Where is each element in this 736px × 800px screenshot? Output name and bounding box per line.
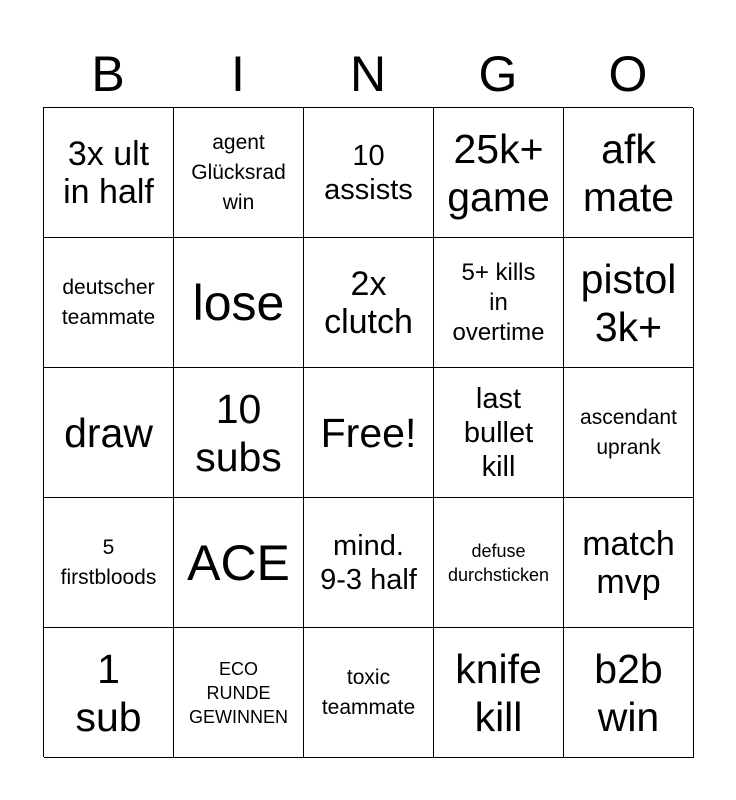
bingo-cell[interactable] bbox=[44, 238, 174, 368]
bingo-cell[interactable] bbox=[434, 628, 564, 758]
cell-line: match bbox=[582, 524, 675, 563]
cell-line: teammate bbox=[321, 695, 416, 719]
cell-line: teammate bbox=[61, 305, 156, 329]
header-letter-i: I bbox=[231, 46, 245, 102]
bingo-cell[interactable] bbox=[174, 628, 304, 758]
bingo-cell[interactable] bbox=[564, 238, 694, 368]
bingo-cell[interactable] bbox=[174, 368, 304, 498]
cell-line: kill bbox=[481, 450, 516, 483]
cell-line: game bbox=[447, 173, 550, 220]
bingo-cell[interactable] bbox=[304, 498, 434, 628]
bingo-cell[interactable] bbox=[174, 498, 304, 628]
cell-line: win bbox=[597, 693, 660, 740]
cell-line: defuse bbox=[471, 540, 526, 561]
cell-line: clutch bbox=[324, 302, 413, 341]
cell-line: 9-3 half bbox=[320, 563, 417, 596]
cell-line: mind. bbox=[333, 529, 404, 562]
cell-line: sub bbox=[75, 693, 142, 740]
bingo-header bbox=[43, 40, 693, 108]
cell-line: 25k+ bbox=[453, 125, 544, 172]
cell-line: overtime bbox=[452, 318, 545, 346]
cell-line: ascendant bbox=[580, 405, 677, 429]
cell-line: bullet bbox=[463, 416, 534, 449]
bingo-cell[interactable] bbox=[434, 368, 564, 498]
cell-line: kill bbox=[474, 693, 523, 740]
bingo-cell[interactable] bbox=[44, 368, 174, 498]
cell-line: pistol bbox=[580, 255, 677, 302]
cell-line: win bbox=[222, 190, 255, 214]
bingo-cell[interactable] bbox=[44, 498, 174, 628]
cell-line: lose bbox=[192, 274, 285, 331]
cell-line: subs bbox=[195, 433, 282, 480]
bingo-cell-free[interactable] bbox=[304, 368, 434, 498]
cell-line: deutscher bbox=[62, 275, 155, 299]
cell-line: b2b bbox=[594, 645, 663, 692]
cell-line: 3k+ bbox=[594, 303, 663, 350]
cell-line: firstbloods bbox=[60, 565, 157, 589]
cell-line: mate bbox=[582, 173, 675, 220]
cell-line: afk bbox=[601, 125, 656, 172]
bingo-cell[interactable] bbox=[564, 498, 694, 628]
cell-line: in bbox=[489, 288, 508, 316]
bingo-cell[interactable] bbox=[434, 238, 564, 368]
cell-line: toxic bbox=[346, 665, 391, 689]
cell-line: 5+ kills bbox=[461, 258, 536, 286]
cell-line: 3x ult bbox=[67, 134, 150, 173]
bingo-cell[interactable] bbox=[174, 108, 304, 238]
bingo-cell[interactable] bbox=[174, 238, 304, 368]
bingo-cell[interactable] bbox=[434, 108, 564, 238]
cell-line: assists bbox=[324, 173, 413, 206]
cell-line: agent bbox=[212, 130, 265, 154]
cell-line: draw bbox=[64, 409, 153, 456]
cell-line: mvp bbox=[596, 562, 661, 601]
cell-line: knife bbox=[455, 645, 542, 692]
cell-line: uprank bbox=[596, 435, 661, 459]
bingo-cell[interactable] bbox=[304, 108, 434, 238]
cell-line: 5 bbox=[102, 535, 115, 559]
bingo-cell[interactable] bbox=[304, 628, 434, 758]
bingo-cell[interactable] bbox=[564, 628, 694, 758]
cell-line: 1 bbox=[97, 645, 120, 692]
cell-line: RUNDE bbox=[206, 682, 271, 703]
cell-line: in half bbox=[63, 172, 154, 211]
cell-line: durchsticken bbox=[447, 564, 550, 585]
cell-line: ECO bbox=[218, 658, 258, 679]
bingo-grid bbox=[43, 107, 693, 757]
bingo-cell[interactable] bbox=[44, 108, 174, 238]
header-letter-o: O bbox=[608, 46, 648, 102]
bingo-cell[interactable] bbox=[44, 628, 174, 758]
cell-line: Glücksrad bbox=[191, 160, 286, 184]
cell-line: GEWINNEN bbox=[189, 706, 288, 727]
header-letter-n: N bbox=[349, 46, 387, 102]
cell-line: 10 bbox=[352, 139, 385, 172]
bingo-cell[interactable] bbox=[434, 498, 564, 628]
header-letter-g: G bbox=[478, 46, 518, 102]
bingo-cell[interactable] bbox=[304, 238, 434, 368]
cell-line: ACE bbox=[187, 534, 290, 591]
cell-line: 10 bbox=[215, 385, 262, 432]
bingo-cell[interactable] bbox=[564, 368, 694, 498]
cell-line: 2x bbox=[350, 264, 387, 303]
bingo-cell[interactable] bbox=[564, 108, 694, 238]
cell-line: Free! bbox=[320, 409, 417, 456]
cell-line: last bbox=[475, 382, 522, 415]
header-letter-b: B bbox=[91, 46, 125, 102]
